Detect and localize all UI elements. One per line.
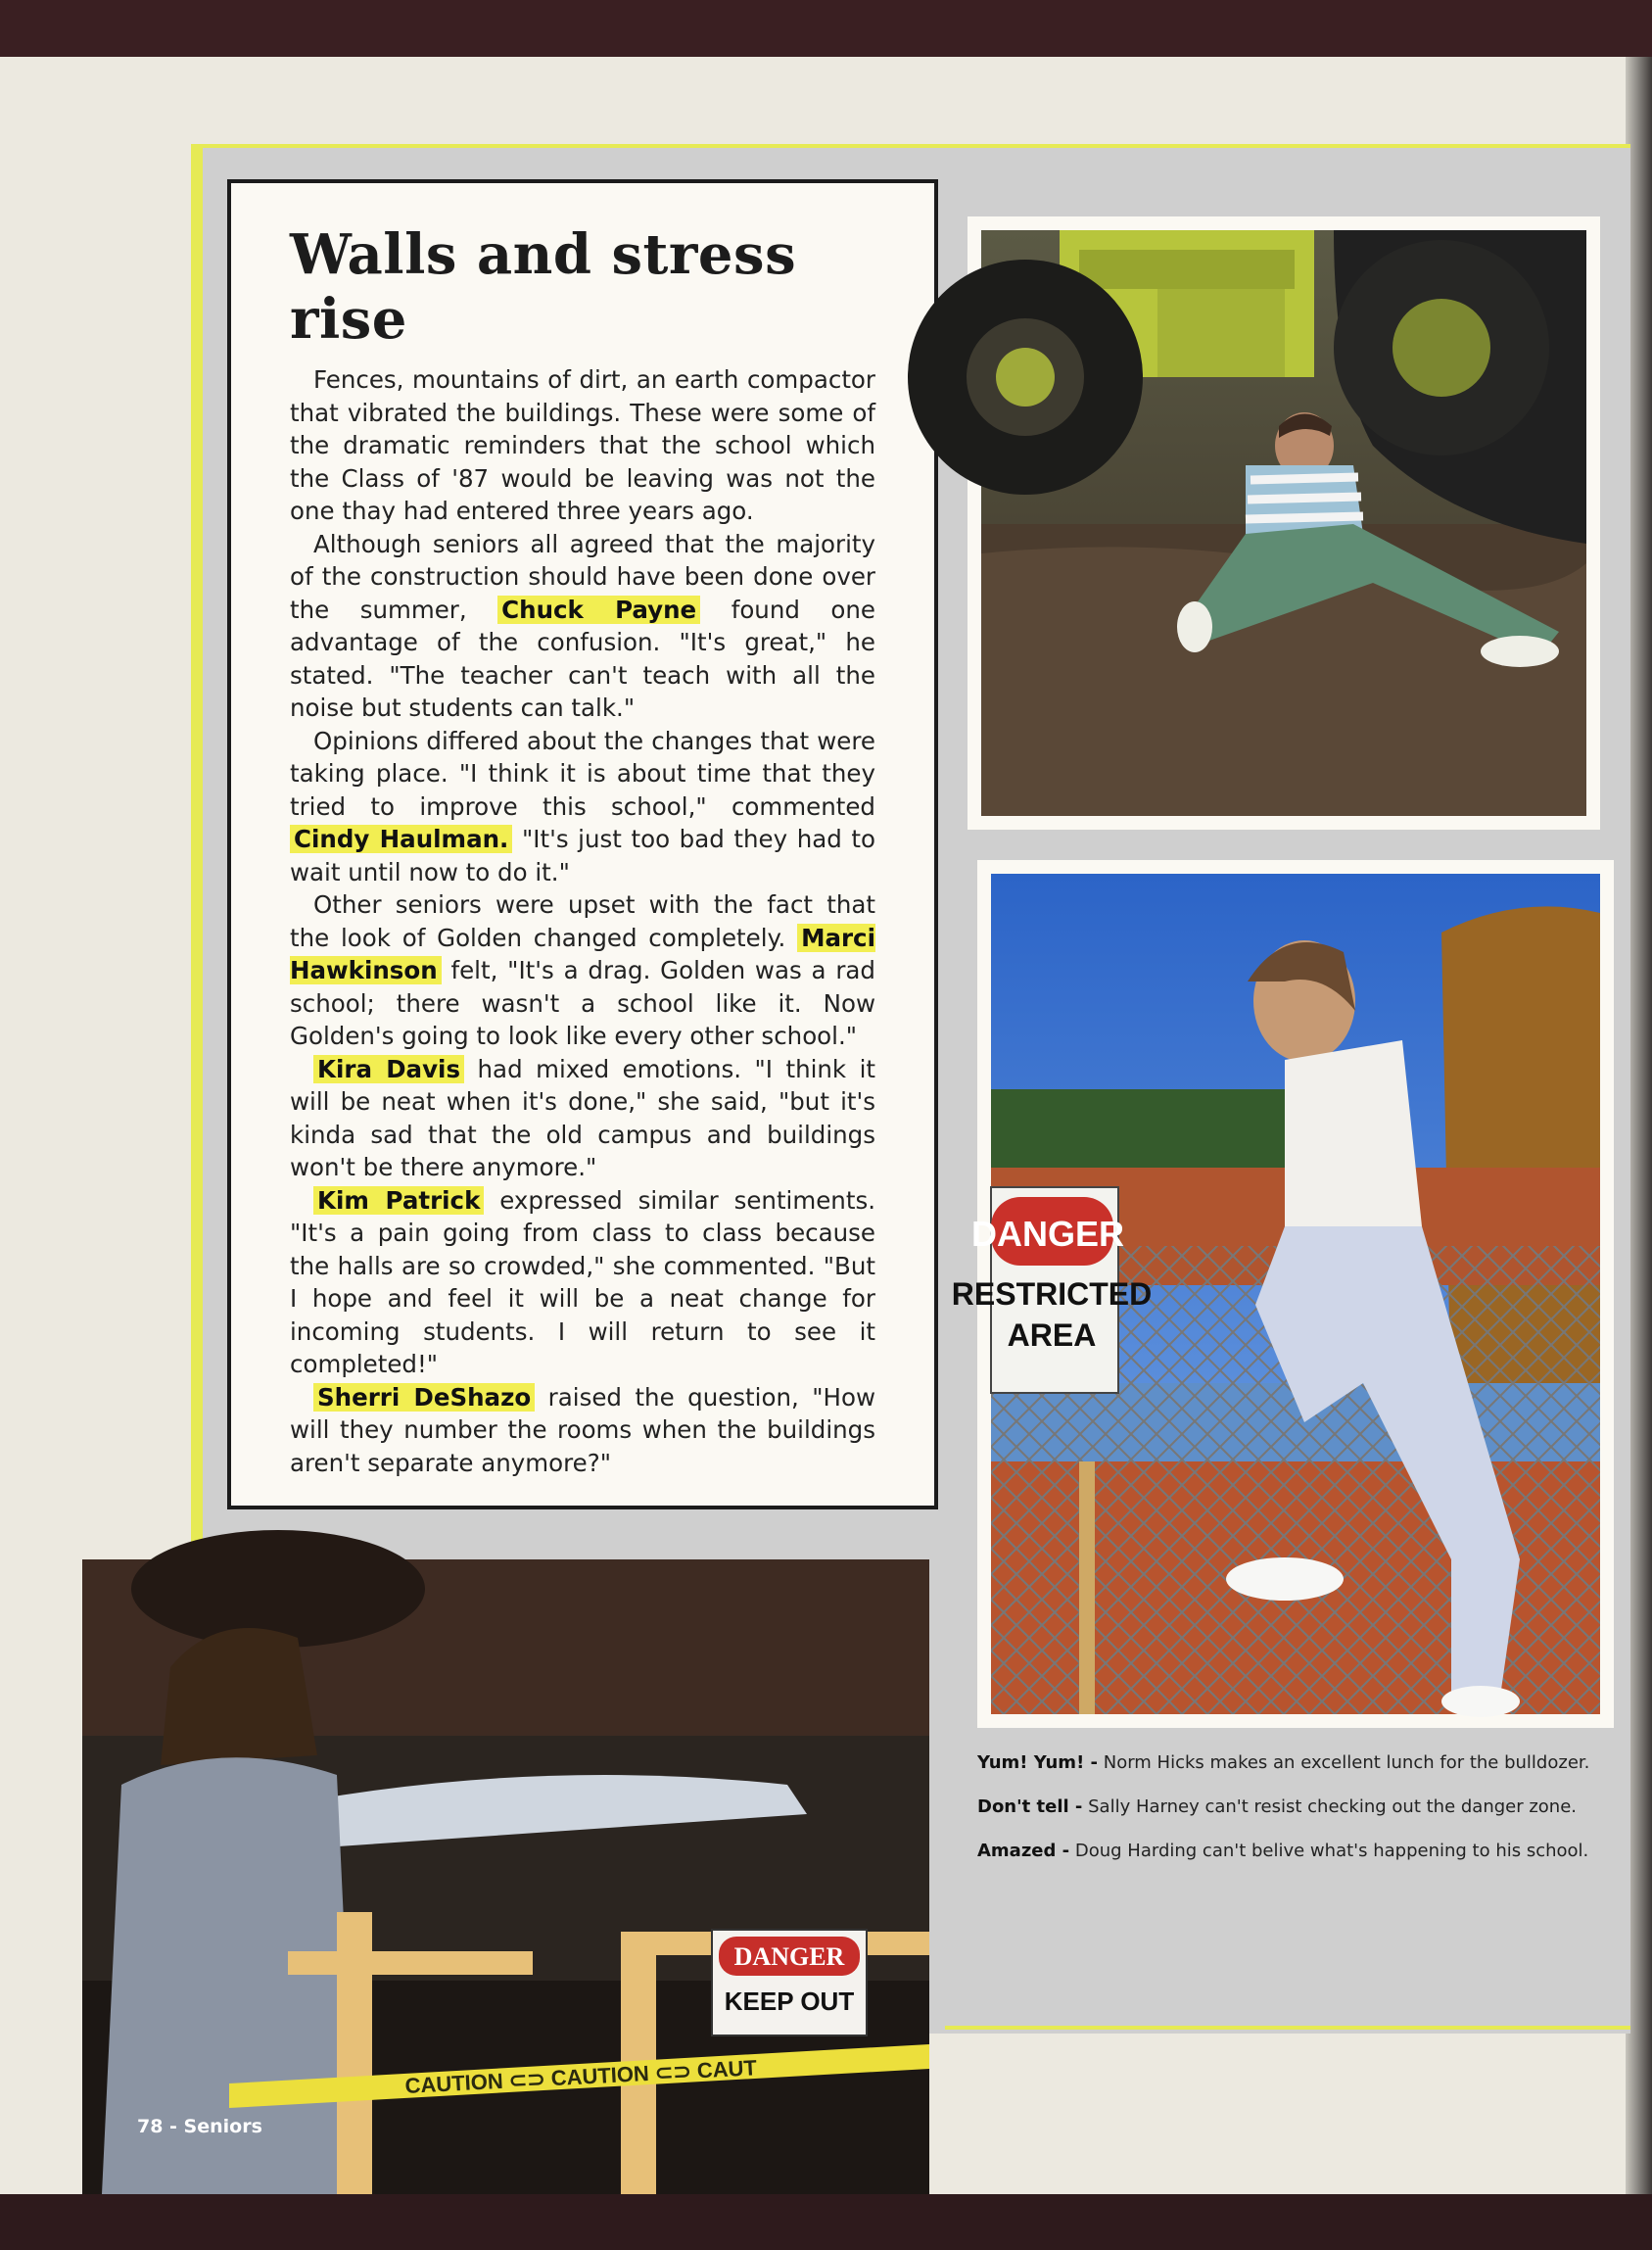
caution-tape-text: CAUTION ⊂⊃ CAUTION ⊂⊃ CAUT xyxy=(403,2055,758,2098)
paragraph: Sherri DeShazo raised the question, "How will they number the rooms when the buildings aren't separate anymore?" xyxy=(290,1382,875,1477)
student-name-highlight: Cindy Haulman. xyxy=(290,825,512,853)
paragraph: Fences, mountains of dirt, an earth compactor that vibrated the buildings. These were some of the dramatic reminders that the school which the Class of '87 would be leaving was not the one thay had entered three years ago. xyxy=(290,365,875,525)
headline: Walls and stress rise xyxy=(290,222,797,352)
caption xyxy=(977,1794,1616,1820)
bottom-border xyxy=(0,2194,1652,2250)
paragraph: Kira Davis had mixed emotions. "I think it will be neat when it's done," she said, "but it's kinda sad that the old campus and buildings won't be there anymore." xyxy=(290,1054,875,1181)
photo-bulldozer xyxy=(968,216,1600,830)
page-folio: 78 - Seniors xyxy=(137,2116,262,2137)
fence-illustration xyxy=(951,874,1600,1714)
student-name-highlight: Kim Patrick xyxy=(313,1186,484,1215)
story-box xyxy=(227,179,938,1509)
caption-text: Sally Harney can't resist checking out the danger zone. xyxy=(1082,1796,1578,1817)
paragraph: Opinions differed about the changes that were taking place. "I think it is about time that they tried to improve this school," commented Cindy Haulman. "It's just too bad they had to wait until now to do it." xyxy=(290,726,876,886)
danger-sign-text: DANGER xyxy=(733,1942,845,1971)
keep-out-sign-text: KEEP OUT xyxy=(724,1987,855,2016)
caption-lead: Don't tell - xyxy=(977,1796,1083,1817)
caption-text: Doug Harding can't belive what's happening to his school. xyxy=(1069,1841,1589,1861)
photo-captions xyxy=(977,1749,1616,1882)
top-border xyxy=(0,0,1652,57)
student-name-highlight: Marci Hawkinson xyxy=(290,923,875,984)
photo-caution-tape xyxy=(82,1559,929,2194)
danger-sign-text: DANGER xyxy=(970,1214,1125,1254)
photo-danger-fence xyxy=(951,860,1614,1728)
caption-lead: Yum! Yum! - xyxy=(977,1752,1099,1773)
yellow-frame-line-bottom xyxy=(945,2026,1630,2030)
bulldozer-illustration xyxy=(981,230,1586,816)
paragraph: Other seniors were upset with the fact that the look of Golden changed completely. Marci Hawkinson felt, "It's a drag. Golden was a rad school; there wasn't a school like it. Now Golden's going to look like every other school." xyxy=(290,890,875,1050)
caption xyxy=(977,1838,1616,1864)
yellow-frame-line xyxy=(191,144,203,1550)
caption xyxy=(977,1749,1616,1776)
caption-text: Norm Hicks makes an excellent lunch for the bulldozer. xyxy=(1098,1752,1590,1773)
student-name-highlight: Chuck Payne xyxy=(497,596,700,624)
student-name-highlight: Kira Davis xyxy=(313,1055,464,1083)
paragraph: Although seniors all agreed that the majority of the construction should have been done over the summer, Chuck Payne found one advantage of the confusion. "It's great," he stated. "The teacher can't teach with all the noise but students can talk." xyxy=(290,529,875,722)
paragraph: Kim Patrick expressed similar sentiments. "It's a pain going from class to class because the halls are so crowded," she commented. "But I hope and feel it will be a neat change for incoming students. I will return to see it completed!" xyxy=(290,1185,875,1378)
area-sign-text: AREA xyxy=(1007,1317,1097,1353)
student-name-highlight: Sherri DeShazo xyxy=(313,1383,535,1412)
restricted-sign-text: RESTRICTED xyxy=(951,1276,1153,1312)
caption-lead: Amazed - xyxy=(977,1841,1070,1861)
caution-illustration xyxy=(82,1559,929,2194)
